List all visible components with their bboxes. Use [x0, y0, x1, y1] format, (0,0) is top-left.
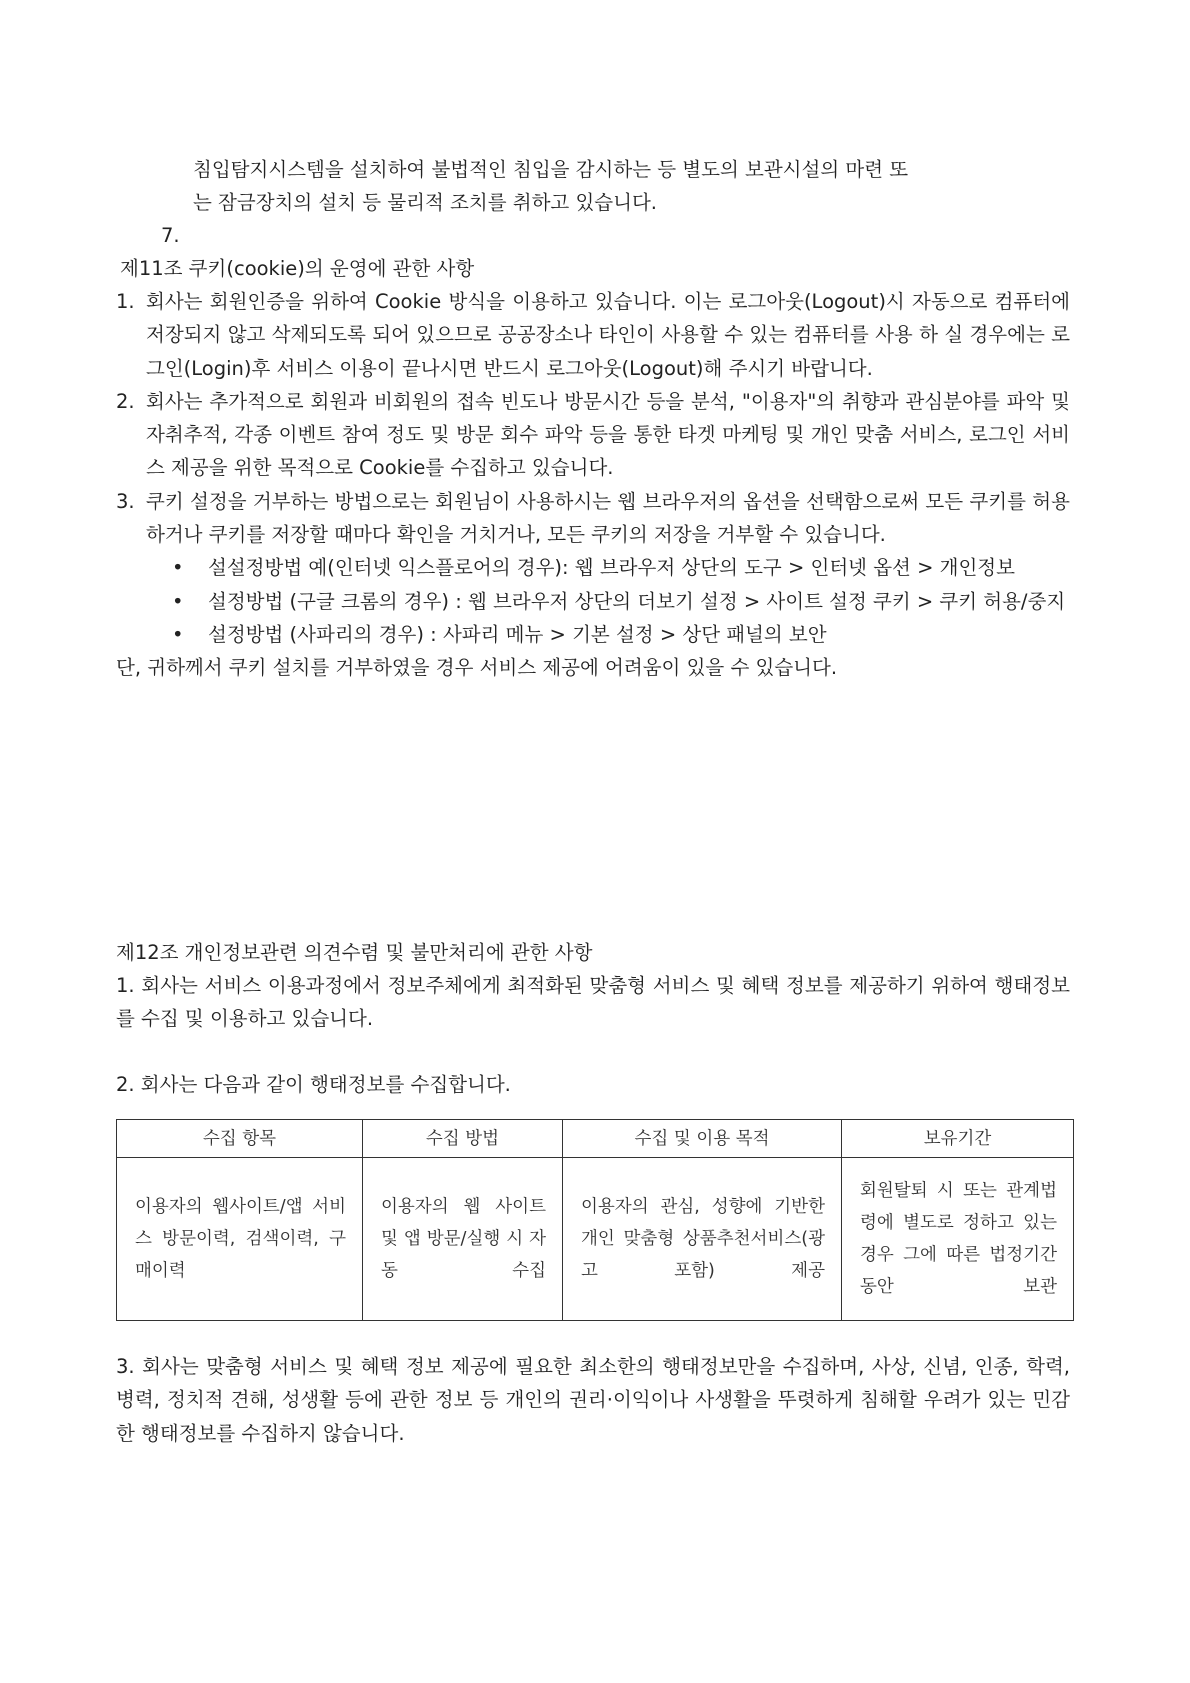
table-cell: 이용자의 웹 사이트 및 앱 방문/실행 시 자동 수집: [363, 1158, 563, 1321]
list-item: [116, 485, 1070, 552]
list-item-number: 1.: [116, 290, 135, 313]
section-12-paragraph-2: 2. 회사는 다음과 같이 행태정보를 수집합니다.: [116, 1073, 511, 1096]
table-header-cell: 수집 항목: [117, 1120, 363, 1158]
behavior-info-table: [116, 1119, 1074, 1321]
bullet-item: [116, 551, 1070, 584]
table-header-cell: 수집 및 이용 목적: [563, 1120, 842, 1158]
list-item-number: 3.: [116, 489, 135, 513]
table-header-cell: 수집 방법: [363, 1120, 563, 1158]
section-12-paragraph-3: 3. 회사는 맞춤형 서비스 및 혜택 정보 제공에 필요한 최소한의 행태정보만을 수집하며, 사상, 신념, 인종, 학력, 병력, 정치적 견해, 성생활 등에 관한 정보 등 개인의 권리·이익이나 사생활을 뚜렷하게 침해할 우려가 있는 민감한 행태정보를 수집하지 않습니다.: [116, 1355, 1070, 1445]
section-11-list: [116, 285, 1070, 685]
bullet-item: [116, 585, 1070, 618]
bullet-text: 설정방법 (구글 크롬의 경우) : 웹 브라우저 상단의 더보기 설정 > 사이트 설정 쿠키 > 쿠키 허용/중지: [208, 589, 1066, 613]
table-header-cell: 보유기간: [842, 1120, 1074, 1158]
section-11-note: 단, 귀하께서 쿠키 설치를 거부하였을 경우 서비스 제공에 어려움이 있을 수 있습니다.: [116, 656, 838, 680]
list-item-number: 7.: [161, 224, 180, 247]
continuation-line: 는 잠금장치의 설치 등 물리적 조치를 취하고 있습니다.: [193, 191, 658, 214]
table-cell: 이용자의 관심, 성향에 기반한 개인 맞춤형 상품추천서비스(광고 포함) 제공: [563, 1158, 842, 1321]
continuation-line: 침입탐지시스템을 설치하여 불법적인 침입을 감시하는 등 별도의 보관시설의 마련 또: [193, 158, 909, 181]
list-item-text: 쿠키 설정을 거부하는 방법으로는 회원님이 사용하시는 웹 브라우저의 옵션을 선택함으로써 모든 쿠키를 허용하거나 쿠키를 저장할 때마다 확인을 거치거나, 모든 쿠키의 저장을 거부할 수 있습니다.: [146, 489, 1070, 547]
bullet-icon: •: [172, 589, 184, 613]
bullet-text: 설설정방법 예(인터넷 익스플로어의 경우): 웹 브라우저 상단의 도구 > 인터넷 옵션 > 개인정보: [208, 556, 1015, 580]
list-item-text: 회사는 회원인증을 위하여 Cookie 방식을 이용하고 있습니다. 이는 로그아웃(Logout)시 자동으로 컴퓨터에 저장되지 않고 삭제되도록 되어 있으므로 공공장소나 타인이 사용할 수 있는 컴퓨터를 사용 하 실 경우에는 로그인(Login)후 서비스 이용이 끝나시면 반드시 로그아웃(Logout)해 주시기 바랍니다.: [146, 290, 1070, 380]
list-item: [116, 385, 1070, 485]
list-item: [116, 285, 1070, 385]
bullet-text: 설정방법 (사파리의 경우) : 사파리 메뉴 > 기본 설정 > 상단 패널의 보안: [208, 622, 827, 646]
table-header-row: [117, 1120, 1074, 1158]
section-11-title: 제11조 쿠키(cookie)의 운영에 관한 사항: [120, 257, 475, 280]
bullet-icon: •: [172, 622, 184, 646]
table-cell: 이용자의 웹사이트/앱 서비스 방문이력, 검색이력, 구매이력: [117, 1158, 363, 1321]
section-12-paragraph-1: 1. 회사는 서비스 이용과정에서 정보주체에게 최적화된 맞춤형 서비스 및 혜택 정보를 제공하기 위하여 행태정보를 수집 및 이용하고 있습니다.: [116, 974, 1070, 1031]
section-12-title: 제12조 개인정보관련 의견수렴 및 불만처리에 관한 사항: [116, 941, 593, 964]
list-item-number: 2.: [116, 389, 135, 413]
bullet-icon: •: [172, 556, 184, 580]
table-row: [117, 1158, 1074, 1321]
bullet-item: [116, 618, 1070, 651]
list-item-text: 회사는 추가적으로 회원과 비회원의 접속 빈도나 방문시간 등을 분석, "이용자"의 취향과 관심분야를 파악 및 자취추적, 각종 이벤트 참여 정도 및 방문 회수 파악 등을 통한 타겟 마케팅 및 개인 맞춤 서비스, 로그인 서비스 제공을 위한 목적으로 Cookie를 수집하고 있습니다.: [146, 389, 1070, 480]
table-cell: 회원탈퇴 시 또는 관계법령에 별도로 정하고 있는 경우 그에 따른 법정기간 동안 보관: [842, 1158, 1074, 1321]
